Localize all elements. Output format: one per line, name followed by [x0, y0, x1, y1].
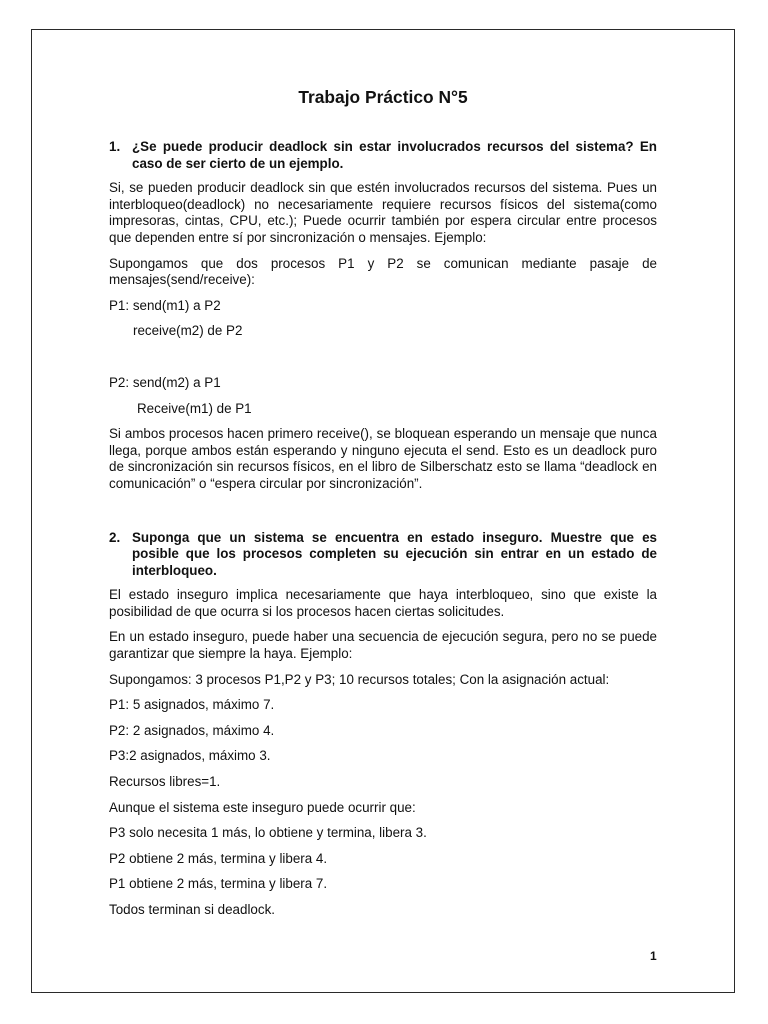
- document-body: [109, 86, 657, 928]
- answer-1-paragraph-3: Si ambos procesos hacen primero receive(), se bloquean esperando un mensaje que nunca llega, porque ambos están esperando y ninguno ejecuta el send. Esto es un deadlock puro de sincronización sin recursos físicos, en el libro de Silberschatz esto se llama “deadlock en comunicación” o “espera circular por sincronización”.: [109, 426, 657, 491]
- answer-2-line: P3:2 asignados, máximo 3.: [109, 748, 271, 764]
- answer-2-line: P1: 5 asignados, máximo 7.: [109, 697, 275, 713]
- answer-1-paragraph-1: Si, se pueden producir deadlock sin que estén involucrados recursos del sistema. Pues un interbloqueo(deadlock) no necesariamente requiere recursos físicos del sistema(como impresoras, cintas, CPU, etc.); Puede ocurrir también por espera circular entre procesos que dependen entre sí por sincronización o mensajes. Ejemplo:: [109, 180, 657, 245]
- answer-1-paragraph-2: Supongamos que dos procesos P1 y P2 se comunican mediante pasaje de mensajes(send/receive):: [109, 255, 657, 288]
- document-title: Trabajo Práctico N°5: [298, 87, 468, 107]
- page-number: 1: [650, 949, 657, 963]
- answer-2-line: P3 solo necesita 1 más, lo obtiene y termina, libera 3.: [109, 825, 427, 841]
- question-1: [109, 139, 657, 172]
- answer-2-line: Aunque el sistema este inseguro puede ocurrir que:: [109, 799, 416, 815]
- answer-2-paragraph-2: En un estado inseguro, puede haber una secuencia de ejecución segura, pero no se puede garantizar que siempre la haya. Ejemplo:: [109, 629, 657, 662]
- answer-2-line: Supongamos: 3 procesos P1,P2 y P3; 10 recursos totales; Con la asignación actual:: [109, 671, 610, 687]
- question-1-number: 1.: [109, 139, 121, 154]
- question-2-text: Suponga que un sistema se encuentra en estado inseguro. Muestre que es posible que los procesos completen su ejecución sin entrar en un estado de interbloqueo.: [132, 529, 657, 578]
- question-2: [109, 530, 657, 580]
- question-1-text: ¿Se puede producir deadlock sin estar involucrados recursos del sistema? En caso de ser cierto de un ejemplo.: [132, 139, 657, 171]
- p2-send-line: P2: send(m2) a P1: [109, 374, 221, 390]
- p2-receive-line: Receive(m1) de P1: [137, 400, 252, 416]
- answer-2-paragraph-1: El estado inseguro implica necesariamente que haya interbloqueo, sino que existe la posibilidad de que ocurra si los procesos hacen ciertas solicitudes.: [109, 587, 657, 619]
- answer-2-line: Todos terminan si deadlock.: [109, 902, 275, 917]
- answer-2-line: P1 obtiene 2 más, termina y libera 7.: [109, 876, 328, 892]
- answer-2-line: P2 obtiene 2 más, termina y libera 4.: [109, 850, 328, 866]
- answer-2-line: Recursos libres=1.: [109, 774, 221, 790]
- question-2-number: 2.: [109, 529, 121, 545]
- p1-send-line: P1: send(m1) a P2: [109, 297, 221, 313]
- p1-receive-line: receive(m2) de P2: [133, 323, 243, 339]
- answer-2-line: P2: 2 asignados, máximo 4.: [109, 722, 275, 738]
